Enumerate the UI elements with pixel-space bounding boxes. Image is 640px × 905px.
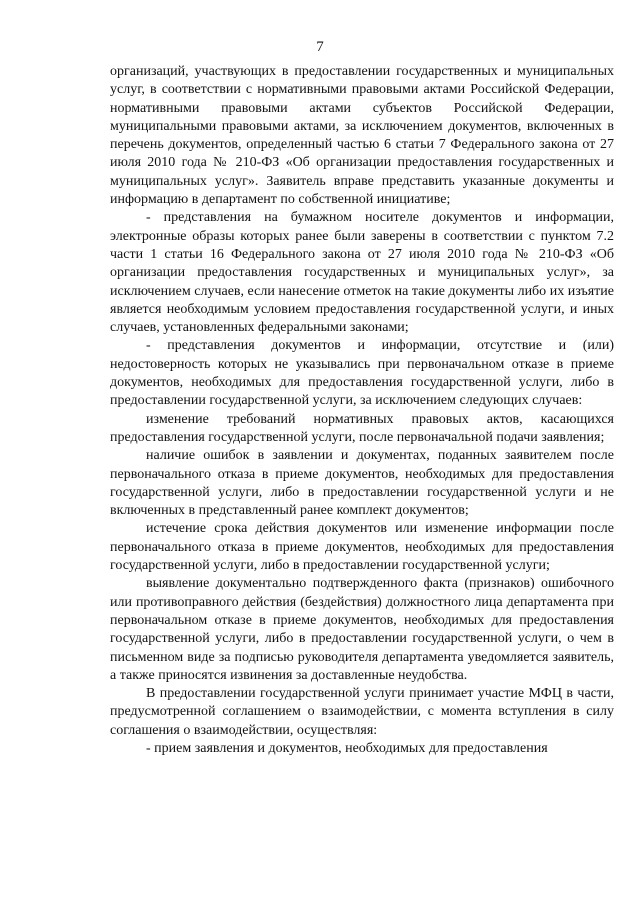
paragraph-errors: наличие ошибок в заявлении и документах, поданных заявителем после первоначального отказа в приеме документов, необходимых для предоставления государственной услуги, либо в предоставлении государственной услуги и не включенных в представленный ранее комплект документов; [110, 448, 614, 519]
paragraph-reception: - прием заявления и документов, необходимых для предоставления [146, 740, 548, 756]
page-number: 7 [316, 39, 324, 55]
document-body [110, 63, 614, 758]
paragraph-mfc-participation: В предоставлении государственной услуги принимает участие МФЦ в части, предусмотренной соглашением о взаимодействии, с момента вступления в силу соглашения о взаимодействии, осуществляя: [110, 686, 614, 738]
paragraph-requirements-change: изменение требований нормативных правовых актов, касающихся предоставления государственной услуги, после первоначальной подачи заявления; [110, 411, 614, 445]
paragraph-expiry: истечение срока действия документов или изменение информации после первоначального отказа в приеме документов, необходимых для предоставления государственной услуги, либо в предоставлении государственной услуги; [110, 521, 614, 574]
paragraph-paper-documents: - представления на бумажном носителе документов и информации, электронные образы которых ранее были заверены в соответствии с пунктом 7.2 части 1 статьи 16 Федерального закона от 27 июля 2010 года № 210-ФЗ «Об организации предоставления государственных и муниципальных услуг», за исключением случаев, если нанесение отметок на такие документы либо их изъятие является необходимым условием предоставления государственной услуги, и иных случаев, установленных федеральными законами; [110, 210, 614, 336]
paragraph-unlawful-action: выявление документально подтвержденного факта (признаков) ошибочного или противоправного действия (бездействия) должностного лица департамента при первоначальном отказе в приеме документов, необходимых для предоставления государственной услуги, либо в предоставлении государственной услуги, о чем в письменном виде за подписью руководителя департамента уведомляется заявитель, а также приносятся извинения за доставленные неудобства. [110, 576, 614, 683]
paragraph-missing-documents: - представления документов и информации, отсутствие и (или) недостоверность которых не указывались при первоначальном отказе в приеме документов, необходимых для предоставления государственной услуги, либо в предоставлении государственной услуги, за исключением следующих случаев: [110, 338, 614, 409]
paragraph-continuation: организаций, участвующих в предоставлении государственных и муниципальных услуг, в соответствии с нормативными правовыми актами Российской Федерации, нормативными правовыми актами субъектов Российской Федерации, муниципальными правовыми актами, за исключением документов, включенных в перечень документов, определенный частью 6 статьи 7 Федерального закона от 27 июля 2010 года № 210-ФЗ «Об организации предоставления государственных и муниципальных услуг». Заявитель вправе представить указанные документы и информацию в департамент по собственной инициативе; [110, 64, 614, 208]
